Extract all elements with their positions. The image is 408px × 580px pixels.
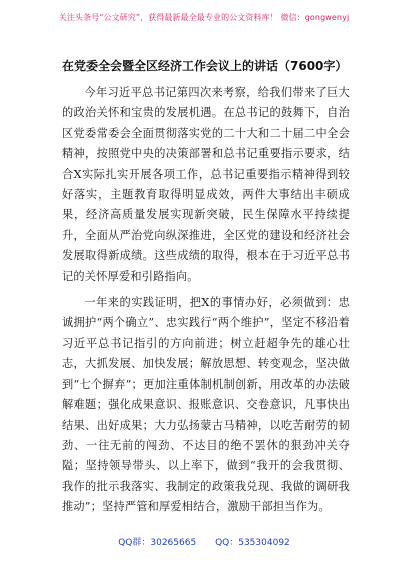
qq-contact xyxy=(215,538,290,548)
qq-group-label: QQ群： xyxy=(118,538,151,548)
body-paragraph: 一年来的实践证明，把X的事情办好，必须做到：忠诚拥护“两个确立”、忠实践行“两个维护”，坚定不移沿着习近平总书记指引的方向前进；树立赶超争先的雄心壮志，大抓发展、加快发展；解放思想、转变观念，坚决做到“七个摒弃”；更加注重体制机制创新，用改革的办法破解难题；强化成果意识、报账意识、交卷意识，凡事快出结果、出好成果；大力弘扬蒙古马精神，以吃苦耐劳的韧劲、一往无前的闯劲、不达目的绝不罢休的狠劲冲关夺隘；坚持领导带头、以上率下，做到“我开的会我贯彻、我作的批示我落实、我制定的政策我兑现、我做的调研我推动”；坚持严管和厚爱相结合，激励干部担当作为。 xyxy=(62,296,350,514)
qq-label: QQ： xyxy=(215,538,239,548)
qq-group-contact xyxy=(118,538,196,548)
body-paragraph: 今年习近平总书记第四次来考察，给我们带来了巨大的政治关怀和宝贵的发展机遇。在总书记的鼓舞下，自治区党委常委会全面贯彻落实党的二十大和二十届二中全会精神，按照党中央的决策部署和总书记重要指示要求，结合X实际扎实开展各项工作，总书记重要指示精神得到较好落实，主题教育取得明显成效，两件大事结出丰硕成果，经济高质量发展实现新突破，民生保障水平持续提升，全面从严治党向纵深推进，全区党的建设和经济社会发展取得新成绩。这些成绩的取得，根本在于习近平总书记的关怀厚爱和引路指向。 xyxy=(62,86,350,283)
qq-group-number: 30265665 xyxy=(150,538,197,548)
promo-banner: 关注头条号“公文研究”，获得最新最全最专业的公文资料库！ 微信：gongwenyj xyxy=(58,13,350,22)
document-title: 在党委全会暨全区经济工作会议上的讲话（7600字） xyxy=(62,59,348,73)
document-body xyxy=(62,83,350,518)
qq-number: 535304092 xyxy=(238,538,290,548)
contact-footer xyxy=(0,538,408,549)
